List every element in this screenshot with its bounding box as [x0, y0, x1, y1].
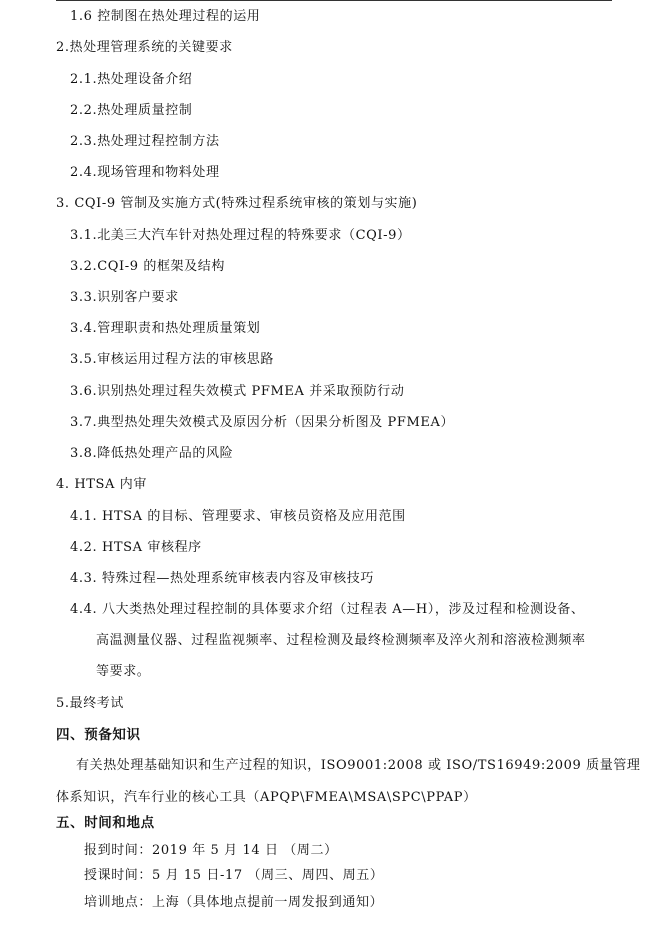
section-3-title: 3. CQI-9 管制及实施方式(特殊过程系统审核的策划与实施) — [56, 196, 418, 211]
outline-item-3-7: 3.7.典型热处理失效模式及原因分析（因果分析图及 PFMEA） — [70, 415, 455, 430]
class-time: 授课时间：5 月 15 日-17 （周三、周四、周五） — [84, 868, 384, 883]
outline-item-3-4: 3.4.管理职责和热处理质量策划 — [70, 321, 261, 336]
outline-item-2-3: 2.3.热处理过程控制方法 — [70, 134, 220, 149]
outline-item-4-1: 4.1. HTSA 的目标、管理要求、审核员资格及应用范围 — [70, 509, 406, 524]
section-4-title: 4. HTSA 内审 — [56, 477, 147, 492]
outline-item-4-4: 4.4. 八大类热处理过程控制的具体要求介绍（过程表 A—H），涉及过程和检测设备、 — [70, 602, 585, 617]
outline-item-2-1: 2.1.热处理设备介绍 — [70, 72, 193, 87]
header-rule — [56, 0, 612, 1]
training-location: 培训地点：上海（具体地点提前一周发报到通知） — [84, 895, 384, 910]
prerequisites-text: 有关热处理基础知识和生产过程的知识，ISO9001:2008 或 ISO/TS16949:2009 质量管理 — [76, 758, 641, 773]
outline-item-2-4: 2.4.现场管理和物料处理 — [70, 165, 220, 180]
outline-item-3-2: 3.2.CQI-9 的框架及结构 — [70, 259, 225, 274]
outline-item-3-1: 3.1.北美三大汽车针对热处理过程的特殊要求（CQI-9） — [70, 228, 411, 243]
outline-item-3-5: 3.5.审核运用过程方法的审核思路 — [70, 352, 275, 367]
outline-item-3-6: 3.6.识别热处理过程失效模式 PFMEA 并采取预防行动 — [70, 384, 405, 399]
outline-item-4-2: 4.2. HTSA 审核程序 — [70, 540, 202, 555]
outline-item-3-3: 3.3.识别客户要求 — [70, 290, 179, 305]
outline-item-3-8: 3.8.降低热处理产品的风险 — [70, 446, 234, 461]
outline-item-2-2: 2.2.热处理质量控制 — [70, 103, 193, 118]
outline-item-4-4-continued: 高温测量仪器、过程监视频率、过程检测及最终检测频率及淬火剂和溶液检测频率 — [96, 633, 586, 648]
outline-item-4-4-continued: 等要求。 — [96, 664, 151, 679]
prerequisites-text-continued: 体系知识，汽车行业的核心工具（APQP\FMEA\MSA\SPC\PPAP） — [56, 790, 477, 805]
section-2-title: 2.热处理管理系统的关键要求 — [56, 40, 233, 55]
prerequisites-heading: 四、预备知识 — [56, 727, 141, 743]
schedule-heading: 五、时间和地点 — [56, 815, 155, 831]
registration-time: 报到时间：2019 年 5 月 14 日 （周二） — [84, 843, 338, 858]
outline-item-1-6: 1.6 控制图在热处理过程的运用 — [70, 9, 261, 24]
section-5-title: 5.最终考试 — [56, 696, 125, 711]
outline-item-4-3: 4.3. 特殊过程—热处理系统审核表内容及审核技巧 — [70, 571, 374, 586]
